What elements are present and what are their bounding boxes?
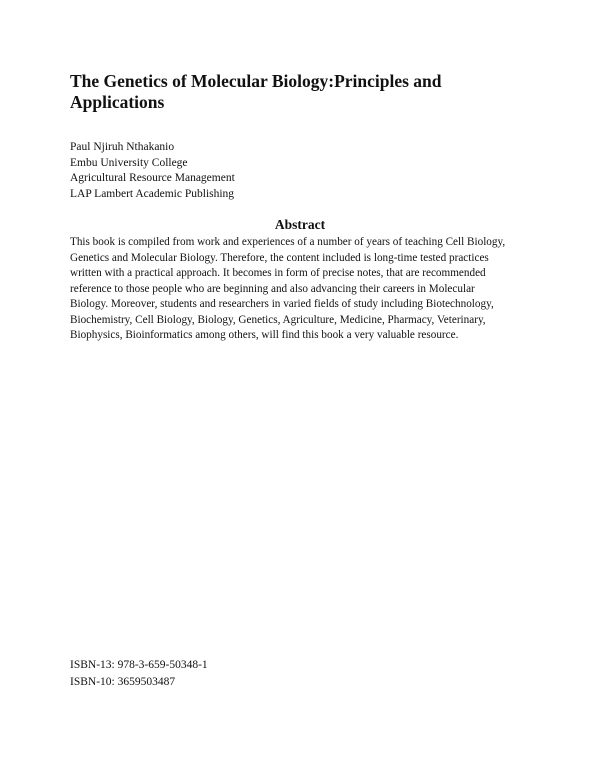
- abstract-body: [70, 235, 532, 344]
- abstract-line: written with a practical approach. It becomes in form of precise notes, that are recommended: [70, 267, 486, 279]
- abstract-line: This book is compiled from work and experiences of a number of years of teaching Cell Biology,: [70, 236, 506, 248]
- abstract-heading: Abstract: [274, 217, 326, 232]
- abstract-line: Biology. Moreover, students and researchers in varied fields of study including Biotechnology,: [70, 298, 494, 310]
- author-block: [70, 140, 235, 202]
- document-title: [70, 71, 540, 113]
- author-name: Paul Njiruh Nthakanio: [70, 141, 175, 153]
- isbn-13: ISBN-13: 978-3-659-50348-1: [70, 659, 208, 671]
- abstract-line: Biophysics, Bioinformatics among others, will find this book a very valuable resource.: [70, 329, 459, 341]
- isbn-10: ISBN-10: 3659503487: [70, 676, 176, 688]
- author-department: Agricultural Resource Management: [70, 172, 235, 184]
- author-institution: Embu University College: [70, 156, 188, 169]
- title-line: The Genetics of Molecular Biology:Principles and: [70, 71, 442, 91]
- abstract-line: reference to those people who are beginning and also advancing their careers in Molecular: [70, 282, 475, 295]
- abstract-line: Biochemistry, Cell Biology, Biology, Genetics, Agriculture, Medicine, Pharmacy, Veterinary,: [70, 313, 486, 326]
- abstract-line: Genetics and Molecular Biology. Therefore, the content included is long-time tested practices: [70, 251, 489, 264]
- title-line: Applications: [70, 92, 165, 112]
- publisher: LAP Lambert Academic Publishing: [70, 187, 235, 200]
- isbn-block: [70, 657, 208, 691]
